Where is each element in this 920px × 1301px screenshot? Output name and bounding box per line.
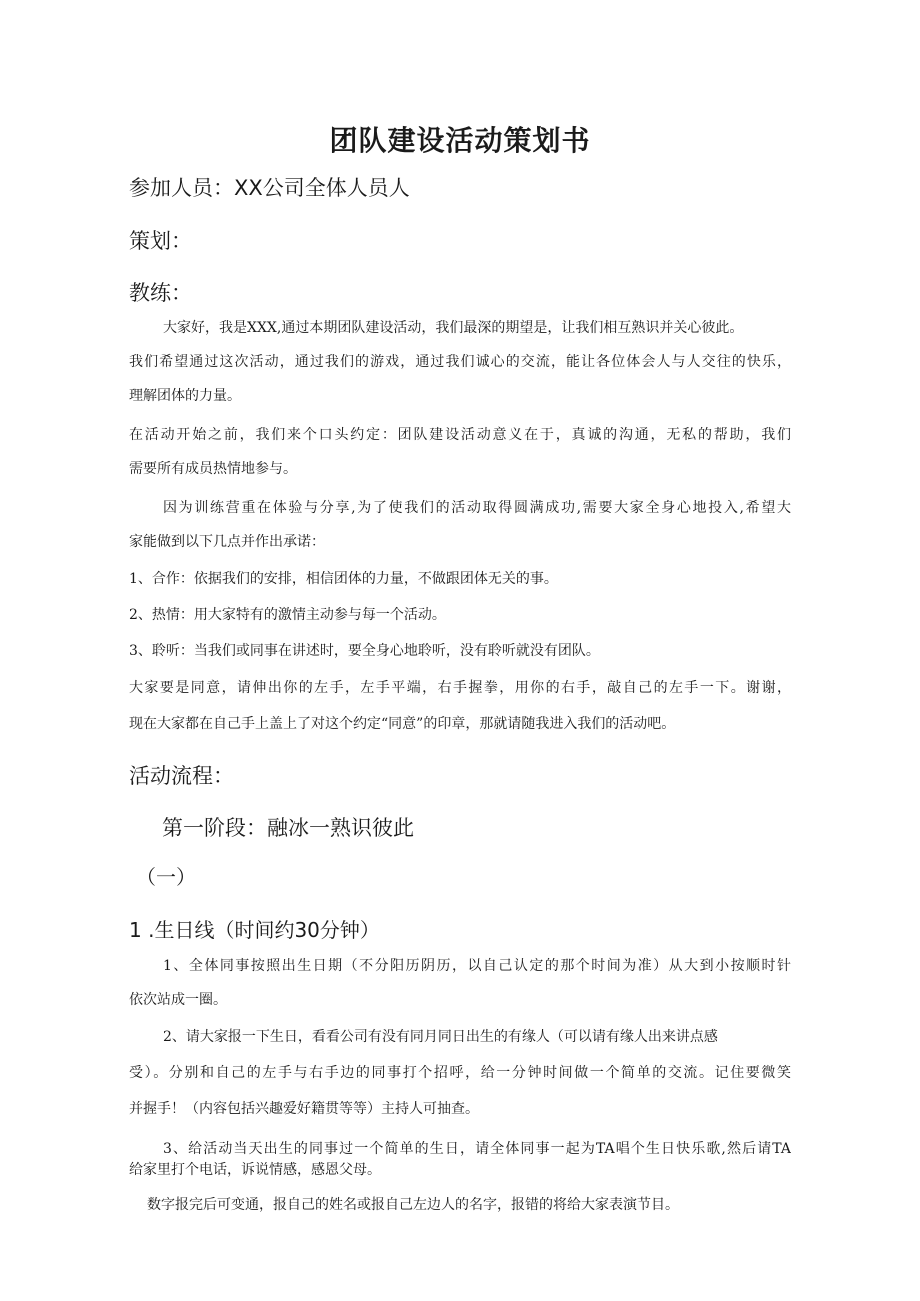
planner-line: 策划：: [129, 229, 192, 253]
intro-paragraph-1-line-2: 我们希望通过这次活动，通过我们的游戏，通过我们诚心的交流，能让各位体会人与人交往的快乐，: [129, 354, 791, 370]
intro-paragraph-2-line-2: 需要所有成员热情地参与。: [129, 461, 297, 477]
intro-paragraph-4-line-1: 大家要是同意，请伸出你的左手，左手平端，右手握拳，用你的右手，敲自己的左手一下。谢谢，: [129, 680, 791, 696]
intro-paragraph-4-line-2: 现在大家都在自己手上盖上了对这个约定“同意”的印章，那就请随我进入我们的活动吧。: [129, 716, 676, 732]
commitment-item-1: 1、合作：依据我们的安排，相信团体的力量，不做跟团体无关的事。: [129, 571, 558, 587]
activity-1-note: 数字报完后可变通，报自己的姓名或报自己左边人的名字，报错的将给大家表演节目。: [147, 1197, 679, 1213]
sub-section-1: （一）: [136, 865, 196, 889]
activity-1-step-3-line-1: 3、给活动当天出生的同事过一个简单的生日，请全体同事一起为TA唱个生日快乐歌,然后请TA: [163, 1141, 791, 1157]
intro-paragraph-2-line-1: 在活动开始之前，我们来个口头约定：团队建设活动意义在于，真诚的沟通，无私的帮助，我们: [129, 427, 791, 443]
commitment-item-3: 3、聆听：当我们或同事在讲述时，要全身心地聆听，没有聆听就没有团队。: [129, 643, 600, 659]
intro-paragraph-3-line-2: 家能做到以下几点并作出承诺：: [129, 534, 325, 550]
commitment-item-2: 2、热情：用大家特有的激情主动参与每一个活动。: [129, 607, 446, 623]
flow-heading: 活动流程：: [129, 764, 234, 788]
activity-1-step-2-line-3: 并握手！（内容包括兴趣爱好籍贯等等）主持人可抽查。: [129, 1101, 479, 1117]
activity-1-step-2-line-2: 受）。分别和自己的左手与右手边的同事打个招呼，给一分钟时间做一个简单的交流。记住要微笑: [129, 1065, 791, 1081]
activity-1-heading: 1 .生日线（时间约30分钟）: [129, 918, 380, 942]
activity-1-step-3-line-2: 给家里打个电话，诉说情感，感恩父母。: [129, 1162, 381, 1178]
activity-1-step-1-line-1: 1、全体同事按照出生日期（不分阳历阴历，以自己认定的那个时间为准）从大到小按顺时针: [163, 958, 791, 974]
stage-1-heading: 第一阶段：融冰一熟识彼此: [162, 816, 414, 840]
coach-line: 教练：: [129, 281, 192, 305]
intro-paragraph-3-line-1: 因为训练营重在体验与分享,为了使我们的活动取得圆满成功,需要大家全身心地投入,希望大: [163, 500, 791, 516]
activity-1-step-1-line-2: 依次站成一圈。: [129, 992, 227, 1008]
intro-paragraph-1-line-1: 大家好，我是XXX,通过本期团队建设活动，我们最深的期望是，让我们相互熟识并关心彼此。: [163, 320, 744, 336]
activity-1-step-2-line-1: 2、请大家报一下生日，看看公司有没有同月同日出生的有缘人（可以请有缘人出来讲点感: [163, 1029, 718, 1045]
document-title: 团队建设活动策划书: [329, 124, 591, 157]
intro-paragraph-1-line-3: 理解团体的力量。: [129, 388, 241, 404]
participants-line: 参加人员：XX公司全体人员人: [129, 176, 410, 200]
